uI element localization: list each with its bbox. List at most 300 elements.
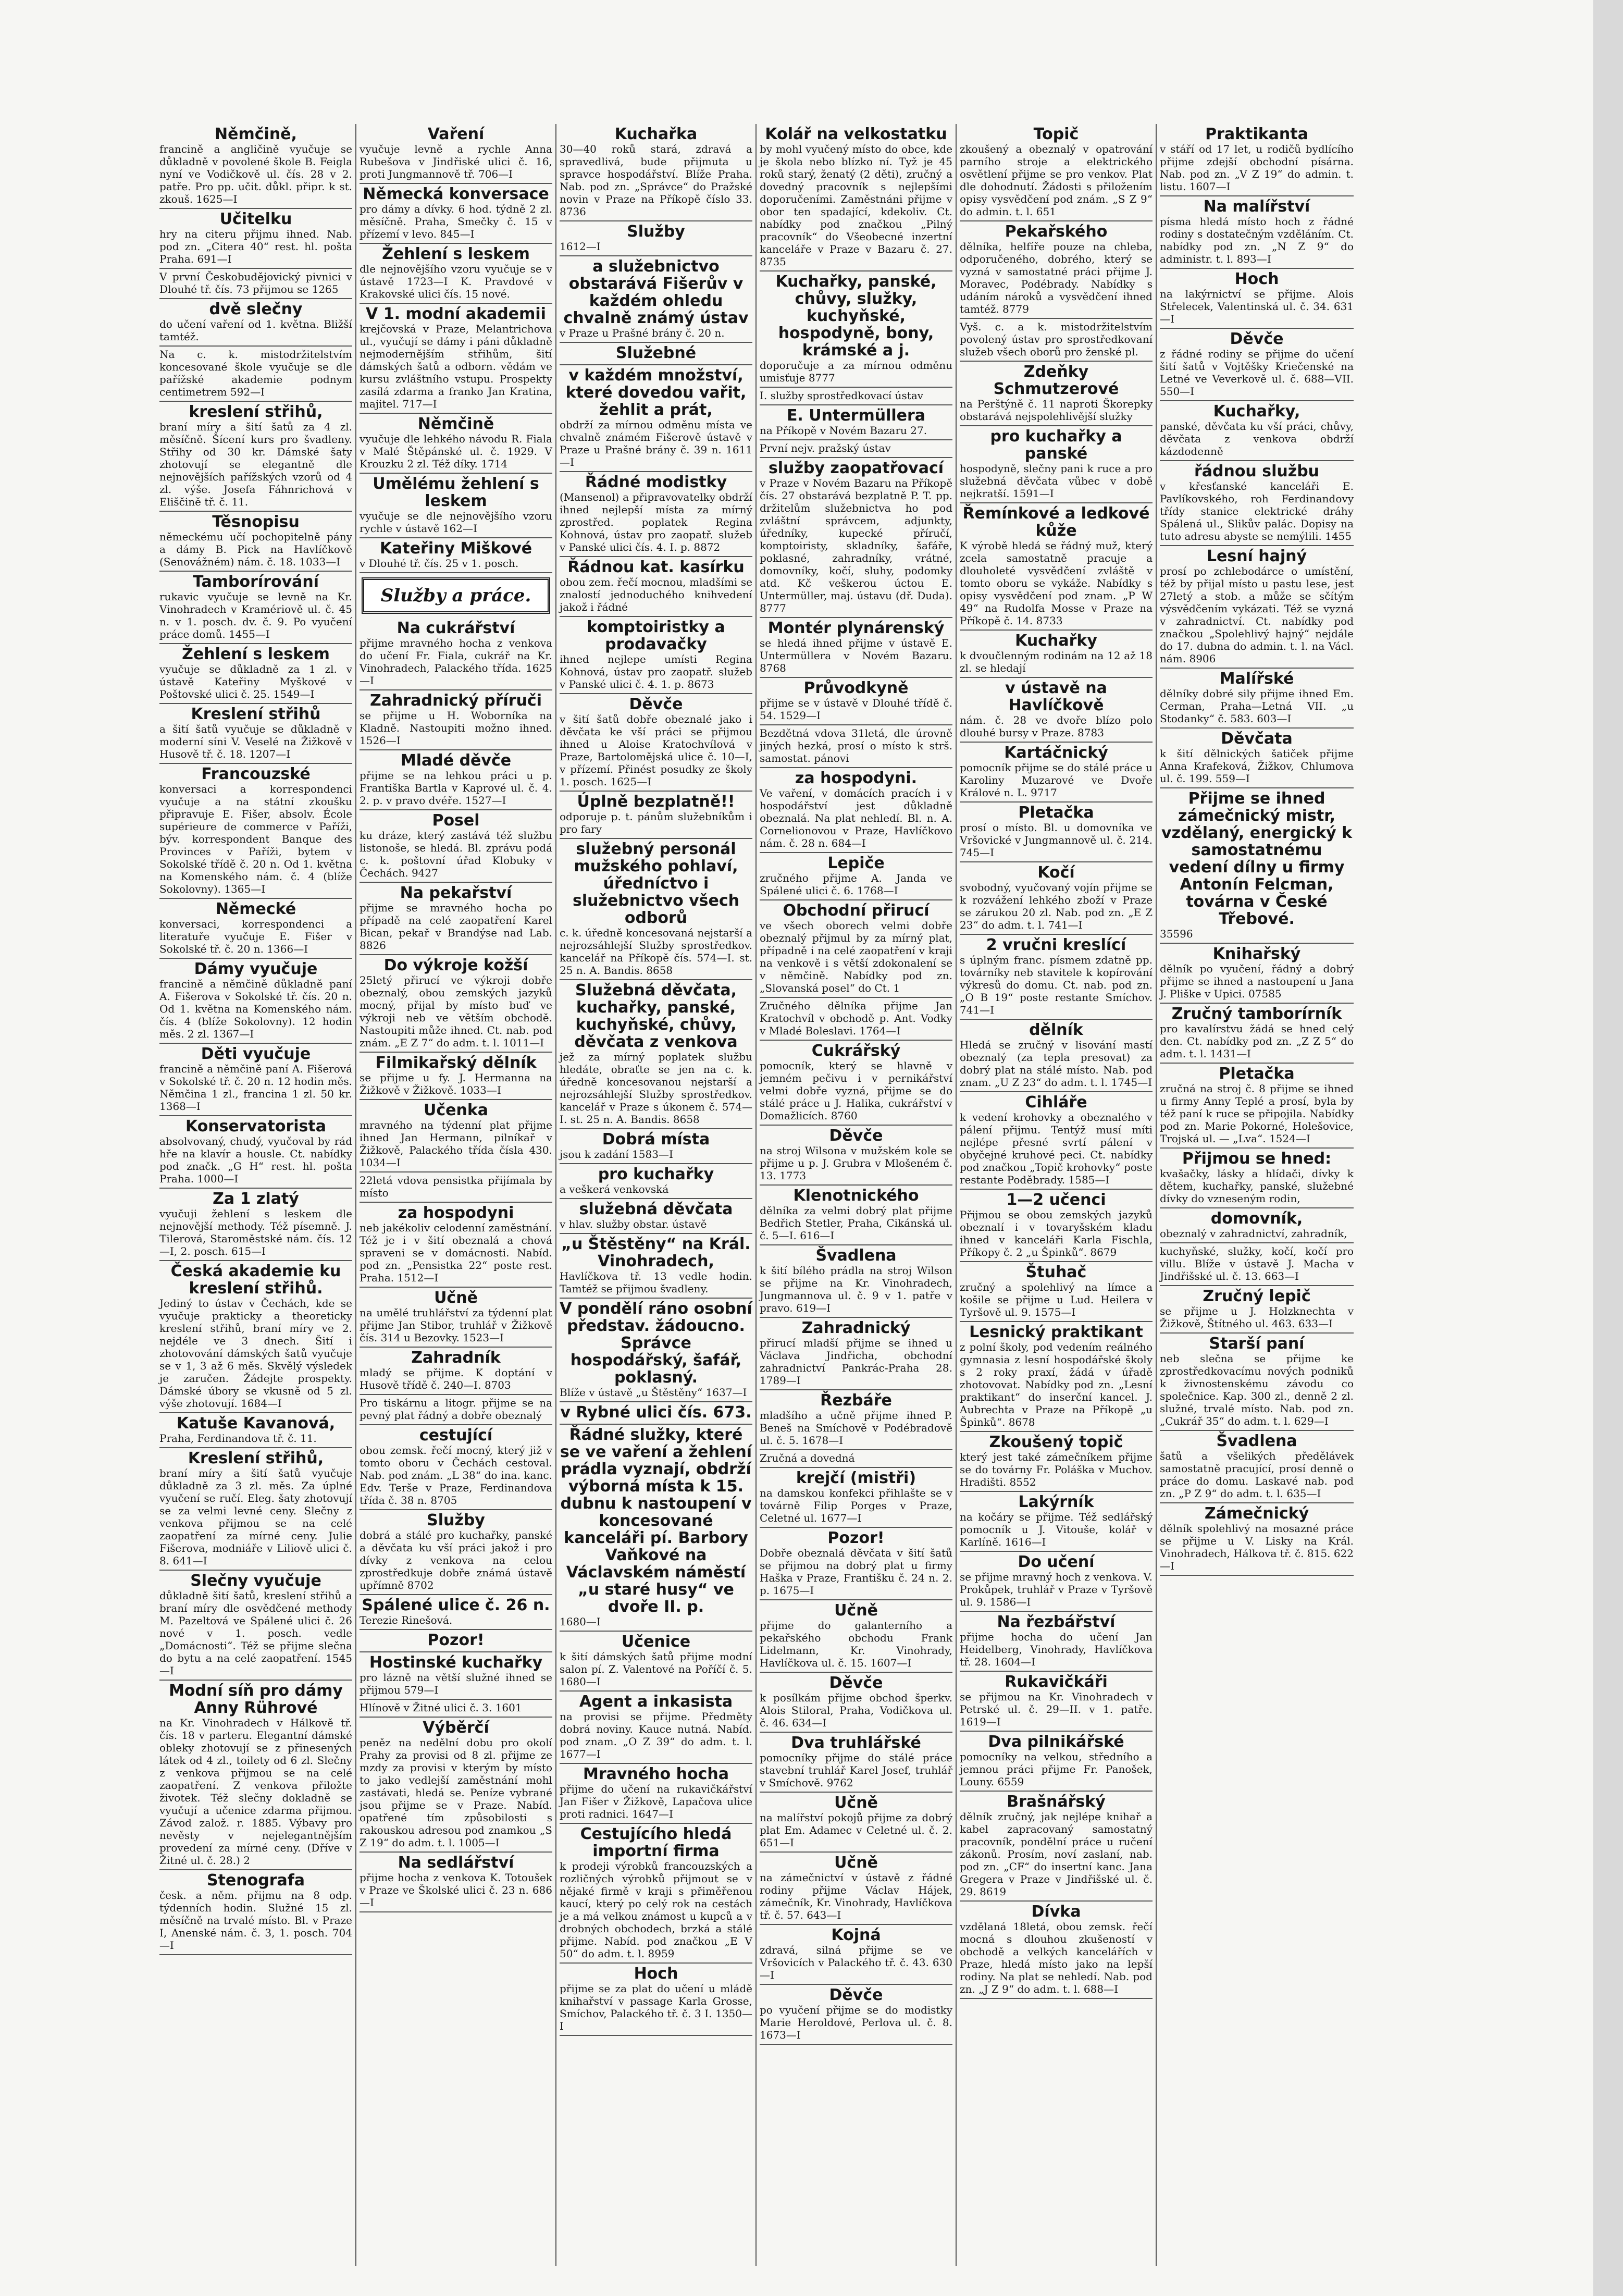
classified-ad	[360, 1510, 552, 1595]
classified-ad	[1160, 1004, 1354, 1064]
ad-heading: Cukrářský	[811, 1042, 901, 1060]
ad-heading: Pozor!	[427, 1631, 485, 1649]
classified-ad	[1160, 546, 1354, 669]
classified-ad	[1160, 1286, 1354, 1334]
classified-columns	[156, 124, 1557, 2266]
classified-ad	[560, 365, 752, 472]
ad-text: doporučuje a za mírnou odměnu umisťuje 8777	[760, 359, 952, 384]
classified-ad	[159, 899, 352, 959]
ad-text: k posílkám přijme obchod šperkv. Alois Stiloral, Praha, Vodičkova ul. č. 46. 634—I	[760, 1692, 952, 1729]
ad-heading: Zdeňky Schmutzerové	[993, 363, 1119, 398]
classified-ad	[1160, 1064, 1354, 1149]
ad-text: mladý se přijme. K doptání v Husově třídě č. 240—I. 8703	[360, 1366, 552, 1391]
ad-heading: Švadlena	[815, 1246, 897, 1265]
ad-text: v Praze v Novém Bazaru na Příkopě čís. 27 obstarává bezplatně P. T. pp. držitelům služebnictva ho pod zvláštní správcem, adjunkty, úředníky, kupecké příručí, komptoiristy, skladníky, šafáře, poklasné, zahradníky, vrátné, domovníky, kočí, sluhy, podomky atd. Kč veškerou úctou E. Untermüller, maj. ústavu (dř. Duda). 8777	[760, 477, 952, 614]
ad-heading: Zámečnický	[1204, 1504, 1309, 1523]
ad-text: na zámečnictví v ústavě z řádné rodiny přijme Václav Hájek, zámečník, Kr. Vinohrady, Havlíčkova tř. č. 57. 643—I	[760, 1871, 952, 1921]
classified-ad	[360, 184, 552, 244]
ad-text: Zručná a dovedná	[760, 1452, 855, 1464]
ad-heading: Vaření	[427, 125, 485, 143]
ad-text: z polní školy, pod vedením reálného gymnasia z lesní hospodářské školy s 2 roky praxí, žádá v úřadě zhotovovat. Nabídky pod zn. „Lesní praktikant“ do inserční kancel. J. Aubrechta v Praze na Příkopě „u Špinků“. 8678	[960, 1341, 1153, 1428]
ad-text: na lakýrnictví se přijme. Alois Střelecek, Valentinská ul. č. 34. 631—I	[1160, 288, 1354, 325]
classified-ad	[760, 1450, 952, 1468]
classified-ad	[960, 1792, 1153, 1902]
ad-heading: Francouzské	[201, 765, 311, 783]
ad-heading: Děvčata	[1221, 730, 1293, 748]
ad-text: I. služby sprostředkovací ústav	[760, 389, 924, 402]
ad-text: přijme mravného hocha z venkova do učení Fr. Fiala, cukrář na Kr. Vinohradech, Palackého třída. 1625—I	[360, 637, 552, 687]
ad-heading: Na řezbářství	[997, 1613, 1116, 1631]
ad-text: k dvoučlenným rodinám na 12 až 18 zl. se hledají	[960, 649, 1153, 674]
ad-heading: Služby	[427, 1511, 485, 1529]
ad-text: německému učí pochopitelně pány a dámy B. Pick na Havlíčkově (Senovážném) nám. č. 18. 1033—I	[159, 530, 352, 568]
ad-heading: Kreslení střihů	[191, 705, 321, 723]
ad-text: (Mansenol) a připravovatelky obdrží ihned nejlepší místa za mírný zprostřed. poplatek Regina Kohnová, ústav pro zaopatř. služeb v Panské ulici čís. 4. I. p. 8872	[560, 491, 752, 553]
ad-text: se přijme u fy. J. Hermanna na Žižkově v Žižkově. 1033—I	[360, 1071, 552, 1096]
ad-heading: 2 vručni kreslící	[986, 936, 1126, 954]
classified-ad	[159, 512, 352, 572]
ad-text: na umělé truhlářství za týdenní plat přijme Jan Stibor, truhlář v Žižkově čís. 314 u Bezovky. 1523—I	[360, 1306, 552, 1344]
column-2	[356, 124, 556, 2266]
classified-ad	[1160, 1503, 1354, 1576]
ad-text: na stroj Wilsona v mužském kole se přijme u p. J. Grubra v Mlošeném č. 13. 1773	[760, 1144, 952, 1182]
classified-ad	[760, 388, 952, 405]
ad-heading: za hospodyni	[398, 1204, 514, 1222]
classified-ad	[760, 124, 952, 271]
classified-ad	[1160, 196, 1354, 269]
ad-heading: Dámy vyučuje	[194, 960, 318, 978]
ad-text: Pro tiskárnu a litogr. přijme se na pevný plat řádný a dobře obeznalý	[360, 1397, 552, 1422]
ad-heading: Učně	[834, 1794, 878, 1812]
classified-ad	[960, 803, 1153, 862]
classified-ad	[360, 1652, 552, 1700]
classified-ad	[360, 883, 552, 955]
ad-text: z řádné rodiny se přijme do učení šití šatů v Vojtěšky Kriečenské na Letné ve Veverkově ul. č. 688—VII. 550—I	[1160, 348, 1354, 398]
column-3	[556, 124, 757, 2266]
ad-text: s úplným franc. písmem zdatně pp. továrníky neb stavitele k kopírování výkresů do domu. Ct. nab. pod zn. „O B 19“ poste restante Smíchov. 741—I	[960, 954, 1153, 1016]
classified-ad	[960, 935, 1153, 1020]
ad-text: francině a angličině vyučuje se důkladně v povolené škole B. Feigla nyní ve Vodičkově ul. čís. 28 v 2. patře. Pro pp. učit. důkl. připr. k st. zkouš. 1625—I	[159, 143, 352, 205]
classified-ad	[960, 1190, 1153, 1262]
ad-text: na provisi se přijme. Předměty dobrá noviny. Kauce nutná. Nabíd. pod znam. „O Z 39“ do adm. t. l. 1677—I	[560, 1710, 752, 1760]
classified-ad	[360, 414, 552, 474]
ad-text: francině a němčině důkladně paní A. Fišerova v Sokolské tř. čís. 20 n. Od 1. května na Komenského nám. čís. 4 (blíže Sokolovny). 12 hodin měs. 2 zl. 1367—I	[159, 978, 352, 1040]
ad-heading: Děvče	[629, 695, 683, 713]
classified-ad	[360, 810, 552, 883]
ad-heading: Služby	[627, 223, 685, 241]
ad-heading: Řádné služky, které se ve vaření a žehlení prádla vyznají, obdrží výborná místa k 15. dubnu k nastoupení v koncesované kanceláři pí. Barbory Vaňkové na Václavském náměstí „u staré husy“ ve dvoře II. p.	[560, 1426, 752, 1616]
classified-ad	[960, 678, 1153, 743]
ad-heading: Němčině	[417, 415, 494, 433]
ad-heading: Klenotnického	[793, 1187, 919, 1205]
ad-text: k prodeji výrobků francouzských a rozličných výrobků přijmout se v nějaké firmě v kraji s přiměřenou kaucí, který po celý rok na cestách je a má velkou známost u kupců a v drobných obchodech, brzká a stálé přijme. Nabíd. pod značkou „E V 50“ do adm. t. l. 8959	[560, 1860, 752, 1960]
ad-heading: Hostinské kuchařky	[369, 1653, 543, 1672]
ad-heading: E. Untermüllera	[786, 406, 926, 425]
ad-heading: Mravného hocha	[583, 1765, 729, 1783]
ad-text: braní míry a šití šatů vyučuje důkladně za 3 zl. měs. Za úplné vyučení se ručí. Eleg. šaty zhotovují se za velmi levné ceny. Slečny z venkova přijmou se na celé zaopatření za mírné ceny. Julie Fišerova, modniáře v Liliově ulici č. 8. 641—I	[159, 1467, 352, 1567]
ad-heading: Za 1 zlatý	[213, 1190, 299, 1208]
ad-text: dělníky dobré sily přijme ihned Em. Cerman, Praha—Letná VII. „u Stodanky“ č. 583. 603—I	[1160, 687, 1354, 725]
ad-text: přijme se mravného hocha po případě na celé zaopatření Karel Bican, pekař v Brandýse nad Lab. 8826	[360, 902, 552, 952]
classified-ad	[1160, 1431, 1354, 1503]
classified-ad	[1160, 788, 1354, 944]
ad-heading: Mladé děvče	[400, 751, 512, 770]
ad-text: jsou k zadání 1583—I	[560, 1148, 673, 1161]
ad-text: přijme do učení na rukavičkářství Jan Fišer v Žižkově, Lapačova ulice proti radnici. 1647—I	[560, 1783, 752, 1820]
ad-text: Jediný to ústav v Čechách, kde se vyučuje prakticky a theoreticky kreslení střihů, braní míry ve 2. nejdéle ve 3 dnech. Šití i zhotovování dámských šatů vyučuje se v 1, 3 až 6 měs. Skvělý výsledek je zaručen. Žádejte prospekty. Dámské úbory se vkusně od 5 zl. výše zhotovují. 1684—I	[159, 1297, 352, 1410]
ad-heading: Žehlení s leskem	[382, 245, 530, 263]
classified-ad	[760, 1041, 952, 1126]
classified-ad	[1160, 1334, 1354, 1431]
classified-ad	[1160, 329, 1354, 401]
classified-ad	[560, 1425, 752, 1632]
classified-ad	[360, 1203, 552, 1288]
ad-text: k šití bílého prádla na stroj Wilson se přijme na Kr. Vinohradech, Jungmannova ul. č. 9 v 1. patře v pravo. 619—I	[760, 1264, 952, 1314]
ad-text: na damskou konfekci přihlašte se v továrně Filip Porges v Praze, Celetné ul. 1677—I	[760, 1487, 952, 1524]
ad-text: v hlav. služby obstar. ústavě	[560, 1218, 707, 1230]
ad-text: Dobře obeznalá děvčata v šití šatů se přijmou na dobrý plat u firmy Haška v Praze, Františku č. 24 n. 2. p. 1675—I	[760, 1547, 952, 1597]
ad-heading: Modní síň pro dámy Anny Rührové	[169, 1682, 343, 1717]
ad-heading: v Rybné ulici čís. 673.	[560, 1403, 752, 1422]
classified-ad	[760, 1853, 952, 1925]
classified-ad	[760, 1673, 952, 1733]
ad-heading: komptoiristky a prodavačky	[587, 618, 725, 653]
classified-ad	[560, 1299, 752, 1402]
ad-heading: v ústavě na Havlíčkově	[1005, 679, 1107, 714]
ad-text: 35596	[1160, 928, 1193, 940]
classified-ad	[159, 704, 352, 764]
ad-text: dělníka, helfíře pouze na chleba, odporučeného, dobrého, který se vyzná v samostatné práci přijme J. Moravec, Podébrady. Nabídky s udáním nároků a vysvědčení ihned tamtéž. 8779	[960, 240, 1153, 315]
ad-heading: v každém množství, které dovedou vařit, žehlit a prát,	[565, 366, 747, 419]
ad-text: pro kavalírstvu žádá se hned celý den. Ct. nabídky pod zn. „Z Z 5“ do adm. t. l. 1431—I	[1160, 1022, 1354, 1060]
ad-text: nám. č. 28 ve dvoře blízo polo dlouhé bursy v Praze. 8783	[960, 714, 1153, 739]
ad-heading: Kartáčnický	[1004, 744, 1108, 762]
ad-heading: V pondělí ráno osobní představ. žádoucno. Správce hospodářský, šafář, poklasný.	[560, 1300, 752, 1387]
ad-heading: Děvče	[829, 1674, 883, 1692]
ad-text: peněz na nedělní dobu pro okolí Prahy za provisi od 8 zl. přijme ze mzdy za provisi v kterým by místo to jako vedlejší zaměstnání mohl zastávati, hledá se. Peníze vybrané jsou přijme se v Praze. Nabíd. opatřené tím způsobilosti s rakouskou adresou pod znamkou „S Z 19“ do adm. t. l. 1005—I	[360, 1736, 552, 1849]
ad-text: prosí po zchlebodárce o umístění, též by přijal místo u pastu lese, jest 27letý a stob. a může se sčítým výsvědčením vykázati. Též se vyzná v zahradnictví. Ct. nabídky pod značkou „Spolehlivý hajný“ nejdále do 17. dubna do admin. t. l. na Václ. nám. 8906	[1160, 565, 1354, 665]
classified-ad	[760, 1245, 952, 1318]
classified-ad	[159, 1571, 352, 1681]
ad-heading: dvě slečny	[209, 300, 303, 318]
ad-heading: V 1. modní akademii	[366, 305, 546, 323]
classified-ad	[159, 1870, 352, 1955]
ad-heading: Filmikařský dělník	[375, 1054, 537, 1072]
column-5	[957, 124, 1157, 2266]
classified-ad	[159, 1116, 352, 1189]
classified-ad	[960, 319, 1153, 362]
ad-heading: Stenografa	[206, 1871, 305, 1890]
ad-heading: Spálené ulice č. 26 n.	[362, 1596, 550, 1614]
ad-text: Hlínově v Žitné ulici č. 3. 1601	[360, 1701, 522, 1714]
ad-heading: Německá konversace	[363, 185, 549, 203]
classified-ad	[960, 1552, 1153, 1612]
ad-text: 1680—I	[560, 1615, 601, 1628]
classified-ad	[960, 1432, 1153, 1492]
ad-heading: Švadlena	[1216, 1432, 1297, 1450]
classified-ad	[1160, 401, 1354, 461]
ad-text: obeznalý v zahradnictví, zahradník,	[1160, 1227, 1347, 1240]
ad-heading: Na pekařství	[400, 884, 512, 902]
ad-text: zkoušený a obeznalý v opatrování parního stroje a elektrického osvětlení přijme se pro venkov. Plat dle dohodnutí. Žádosti s přiložením opisy vysvědčení pod znám. „S Z 9“ do admin. t. l. 651	[960, 143, 1153, 218]
ad-heading: Výběrčí	[423, 1719, 489, 1737]
classified-ad	[560, 1764, 752, 1824]
ad-heading: Kuchařky,	[1213, 402, 1300, 421]
ad-text: pro dámy a dívky. 6 hod. týdně 2 zl. měsíčně. Praha, Smečky č. 15 v přízemí v levo. 845—I	[360, 203, 552, 240]
ad-text: zdravá, silná přijme se ve Vršovicích v Palackého tř. č. 43. 630—I	[760, 1944, 952, 1981]
ad-heading: Starší paní	[1209, 1335, 1305, 1353]
ad-heading: služby zaopatřovací	[768, 459, 944, 477]
ad-text: do učení vaření od 1. května. Bližší tamtéž.	[159, 318, 352, 343]
ad-text: dělník zručný, jak nejlépe knihař a kabel zapracovaný samostatný pracovník, pondělní práce u ručení zákonů. Prosím, noví zaslaní, nab. pod zn. „CF“ do insertní kanc. Jana Gregera v Praze v Jindřišské ul. č. 29. 8619	[960, 1810, 1153, 1898]
ad-text: jež za mírný poplatek službu hledáte, obraťte se jen na c. k. úředně koncesovanou nejstarší a nejrozsáhlejší Služby sprostředkov. kancelář v Praze s úkonem č. 574—I. st. 25 n. A. Bandis. 8658	[560, 1051, 752, 1126]
ad-heading: Dívka	[1031, 1903, 1081, 1921]
ad-text: by mohl vyučený místo do obce, kde je škola nebo blízko ní. Tyž je 45 roků starý, ženatý (2 děti), zručný a dovedný pracovník s nejlepšími doporučeními. Zaměstnáni přijme v obor ten spadající, kdekoliv. Ct. nabídky pod značkou „Pilný pracovník“ do Všeobecné inzertní kanceláře v Praze v Bazaru č. 27. 8735	[760, 143, 952, 268]
classified-ad	[760, 900, 952, 998]
classified-ad	[1160, 1243, 1354, 1286]
ad-heading: Zručný tamborírník	[1171, 1005, 1342, 1023]
ad-text: 1612—I	[560, 240, 601, 253]
classified-ad	[760, 1318, 952, 1390]
ad-text: kuchyňské, služky, kočí, kočí pro villu. Blíže v ústavě J. Macha v Jindřišské ul. č. 13. 663—I	[1160, 1245, 1354, 1282]
ad-text: vyučuje dle lehkého návodu R. Fiala v Malé Štěpánské ul. č. 1929. V Krouzku 2 zl. Též díky. 1714	[360, 433, 552, 470]
ad-heading: Pletačka	[1018, 804, 1094, 822]
ad-heading: Cihláře	[1025, 1093, 1087, 1112]
classified-ad	[1160, 1208, 1354, 1243]
ad-heading: Německé	[215, 900, 296, 918]
ad-heading: domovník,	[1210, 1209, 1303, 1228]
ad-heading: Kočí	[1037, 863, 1075, 882]
ad-text: důkladně šití šatů, kreslení střihů a braní míry dle osvědčené methody M. Pazeltová ve Spálené ulici č. 26 nové v 1. posch. vedle „Domácnosti“. Též se přijme slečna do bytu a na celé zaopatření. 1545—I	[159, 1589, 352, 1677]
ad-text: v Praze u Prašné brány č. 20 n.	[560, 327, 725, 339]
classified-ad	[960, 1902, 1153, 1999]
ad-text: vyučuji žehlení s leskem dle nejnovější methody. Též písemně. J. Tilerová, Staroměstské nám. čís. 12—I, 2. posch. 615—I	[159, 1207, 352, 1257]
ad-heading: 1—2 učenci	[1006, 1191, 1106, 1209]
ad-heading: Kreslení střihů,	[188, 1449, 324, 1467]
classified-ad	[960, 1092, 1153, 1190]
classified-ad	[560, 980, 752, 1129]
ad-heading: Kuchařky, panské, chůvy, služky, kuchyňské, hospodyně, bony, krámské a j.	[775, 273, 937, 360]
ad-heading: Na cukrářství	[397, 619, 515, 637]
ad-text: rukavic vyučuje se levně na Kr. Vinohradech v Kramériově ul. č. 45 n. v 1. posch. dv. č. 9. Po vyučení práce domů. 1455—I	[159, 590, 352, 640]
ad-text: se přijme u J. Holzknechta v Žižkově, Štítného ul. 463. 633—I	[1160, 1305, 1354, 1330]
classified-ad	[960, 124, 1153, 221]
ad-text: v stáří od 17 let, u rodičů bydlícího přijme zdejší obchodní písárna. Nab. pod zn. „V Z 19“ do admin. t. listu. 1607—I	[1160, 143, 1354, 193]
classified-ad	[159, 209, 352, 269]
classified-ad	[960, 1322, 1153, 1432]
ad-heading: Hoch	[634, 1965, 678, 1983]
ad-text: se hledá ihned přijme v ústavě E. Untermüllera v Novém Bazaru. 8768	[760, 637, 952, 674]
ad-heading: Katuše Kavanová,	[176, 1414, 336, 1433]
ad-text: a šití šatů vyučuje se důkladně v moderní síni V. Veselé na Žižkově v Husově tř. č. 18. 1207—I	[159, 723, 352, 760]
ad-heading: krejčí (mistři)	[796, 1469, 916, 1487]
column-1	[156, 124, 356, 2266]
classified-ad	[159, 764, 352, 899]
ad-text: se přijme u H. Woborníka na Kladně. Nastoupiti možno ihned. 1526—I	[360, 709, 552, 747]
ad-heading: Brašnářský	[1007, 1793, 1106, 1811]
ad-heading: Posel	[432, 811, 480, 830]
ad-text: prosí o místo. Bl. u domovníka ve Vršovické v Jungmannově ul. č. 214. 745—I	[960, 821, 1153, 859]
ad-text: ve všech oborech velmi dobře obeznalý přijmul by za mírný plat, případně i na celé zaopatření v kraji na venkově i s větší zdokonalení se v němčině. Nabídky pod zn. „Slovanská posel“ do Ct. 1	[760, 919, 952, 994]
ad-heading: Obchodní přirucí	[783, 902, 930, 920]
ad-heading: Kolář na velkostatku	[765, 125, 947, 143]
classified-ad	[760, 1925, 952, 1985]
ad-text: obou zemsk. řečí mocný, který již v tomto oboru v Čechách cestoval. Nab. pod znám. „L 38“ do ina. kanc. Edv. Terše v Praze, Ferdinandova třída č. 38 n. 8705	[360, 1444, 552, 1507]
ad-heading: Lepiče	[827, 854, 885, 872]
ad-text: přijme do galanterního a pekařského obchodu Frank Lidelmann, Kr. Vinohrady, Havlíčkova ul. č. 15. 1607—I	[760, 1619, 952, 1669]
classified-ad	[360, 1100, 552, 1172]
classified-ad	[159, 269, 352, 299]
ad-text: neb slečna se přijme ke zprostředkovacímu nových podniků k živnostenskému závodu co společnice. Kap. 300 zl., denně 2 zl. služné, trvalé místo. Nab. pod zn. „Cukrář 35“ do adm. t. l. 629—I	[1160, 1352, 1354, 1427]
classified-ad	[159, 1681, 352, 1870]
classified-ad	[960, 1732, 1153, 1792]
classified-ad	[1160, 729, 1354, 788]
ad-text: vyučuje levně a rychle Anna Rubešova v Jindřiské ulici č. 16, proti Jungmannově tř. 706—I	[360, 143, 552, 180]
ad-text: na Příkopě v Novém Bazaru 27.	[760, 424, 927, 437]
ad-text: dělník po vyučení, řádný a dobrý přijme se ihned a nastoupení u Jana J. Pliške v Upici. 07585	[1160, 962, 1354, 1000]
classified-ad	[360, 955, 552, 1053]
ad-heading: Zručný lepič	[1203, 1287, 1311, 1305]
ad-text: přijme se na lehkou práci u p. Františka Bartla v Kaprové ul. č. 4. 2. p. v pravo dvéře. 1527—I	[360, 769, 552, 807]
ad-heading: Umělému žehlení s leskem	[373, 475, 539, 510]
ad-text: konversaci, korrespondenci a literatuře vyučuje E. Fišer v Sokolské tř. č. 20 n. 1366—I	[159, 918, 352, 955]
ad-text: ihned nejlepe umísti Regina Kohnová, ústav pro zaopatř. služeb v Panské ulici č. 4. 1. p. 8673	[560, 653, 752, 690]
ad-heading: Služebná děvčata, kuchařky, panské, kuchyňské, chůvy, děvčata z venkova	[574, 981, 738, 1051]
ad-text: konversaci a korrespondenci vyučuje a na státní zkoušku připravuje E. Fišer, absolv. École supérieure de commerce v Paříži, býv. korrespondent Banque des Provinces v Paříži, bytem v Sokolské třídě č. 20 n. Od 1. května na Komenského nám. č. 4 (blíže Sokolovny). 1365—I	[159, 783, 352, 895]
ad-heading: Děti vyučuje	[201, 1045, 311, 1063]
classified-ad	[560, 792, 752, 839]
section-title: Služby a práce.	[362, 577, 550, 614]
ad-heading: Kuchařka	[614, 125, 698, 143]
classified-ad	[560, 1234, 752, 1299]
ad-heading: Přijmou se hned:	[1182, 1150, 1332, 1168]
ad-text: 25letý přirucí ve výkroji dobře obeznalý, obou zemských jazyků mocný, přijal by místo buď ve výkroji neb ve větším obchodě. Nastoupiti může ihned. Ct. nab. pod znám. „E Z 7“ do adm. t. l. 1011—I	[360, 974, 552, 1049]
ad-text: v křesťanské kanceláři E. Pavlíkovského, roh Ferdinandovy třídy stanice elektrické dráhy Spálená ul., Slikův palác. Dopisy na tuto adresu abyste se nemýlili. 1455	[1160, 480, 1354, 542]
ad-heading: Agent a inkasista	[579, 1693, 733, 1711]
ad-text: vyučuje se důkladně za 1 zl. v ústavě Kateřiny Myškové v Poštovské ulici č. 25. 1549—I	[159, 663, 352, 700]
ad-heading: Tamborírování	[192, 573, 319, 591]
ad-heading: Zahradnický	[801, 1319, 911, 1337]
classified-ad	[560, 221, 752, 256]
ad-text: vzdělaná 18letá, obou zemsk. řečí mocná s dlouhou zkušeností v obchodě a velkých kancelářích v Praze, hledá místo jako na lepší rodiny. Na plat se nehledí. Nab. pod zn. „J Z 9“ do adm. t. l. 688—I	[960, 1920, 1153, 1995]
ad-text: Zručného dělníka přijme Jan Kratochvíl v obchodě p. Ant. Vodky v Mladé Boleslavi. 1764—I	[760, 999, 952, 1037]
classified-ad	[159, 402, 352, 512]
classified-ad	[159, 1413, 352, 1448]
classified-ad	[360, 1348, 552, 1395]
ad-text: se přijmou na Kr. Vinohradech v Petrské ul. č. 29—II. v 1. patře. 1619—I	[960, 1690, 1153, 1728]
ad-heading: Na malířství	[1203, 197, 1310, 216]
classified-ad	[760, 1600, 952, 1673]
classified-ad	[560, 472, 752, 557]
classified-ad	[159, 572, 352, 644]
ad-text: francině a němčině paní A. Fišerová v Sokolské tř. č. 20 n. 12 hodin měs. Němčina 1 zl., francina 1 zl. 50 kr. 1368—I	[159, 1063, 352, 1113]
classified-ad	[560, 839, 752, 980]
classified-ad	[560, 1199, 752, 1234]
ad-heading: Dva pilnikářské	[988, 1733, 1124, 1751]
classified-ad	[1160, 269, 1354, 329]
ad-heading: Hoch	[1234, 270, 1279, 288]
classified-ad	[360, 474, 552, 538]
ad-heading: Těsnopisu	[212, 513, 300, 531]
ad-text: Přijmou se obou zemských jazyků obeznalí i v tovaryšském kladu ihned v kanceláři Karla Fischla, Příkopy č. 2 „u Špinků“. 8679	[960, 1208, 1153, 1258]
ad-text: Vyš. c. a k. mistodržitelstvím povolený ústav pro sprostředkovaní služeb všech oborů pro ženské pl.	[960, 320, 1153, 358]
ad-text: pro lázně na větší služné ihned se přijmou 579—I	[360, 1671, 552, 1696]
ad-heading: Dobrá místa	[602, 1130, 710, 1149]
classified-ad	[159, 347, 352, 402]
ad-heading: Do výkroje kožší	[383, 956, 528, 974]
ad-text: pomocník, který se hlavně v jemném pečivu i v pernikářství velmi dobře vyzná, přijme se do stálé práce u J. Halika, cukrářství v Domažlicích. 8760	[760, 1059, 952, 1122]
ad-heading: Lesnický praktikant	[969, 1323, 1143, 1341]
ad-text: Praha, Ferdinandova tř. č. 11.	[159, 1432, 317, 1445]
classified-ad	[560, 343, 752, 365]
classified-ad	[159, 1189, 352, 1261]
ad-heading: „u Štěstěny“ na Král. Vinohradech,	[561, 1235, 751, 1270]
classified-ad	[360, 1630, 552, 1652]
classified-ad	[1160, 124, 1354, 196]
ad-heading: Zahradník	[411, 1349, 501, 1367]
ad-heading: služebný personál mužského pohlaví, úředníctvo i služebnictvo všech odborů	[572, 840, 740, 927]
classified-ad	[560, 256, 752, 343]
ad-heading: Děvče	[829, 1127, 883, 1145]
classified-ad	[760, 853, 952, 900]
ad-heading: Pekařského	[1005, 223, 1108, 241]
classified-ad	[760, 1528, 952, 1600]
ad-text: pomocníky na velkou, středního a jemnou práci přijme Fr. Panošek, Louny. 6559	[960, 1750, 1153, 1788]
classified-ad	[159, 1261, 352, 1413]
column-4	[757, 124, 957, 2266]
classified-ad	[360, 1053, 552, 1100]
classified-ad	[760, 458, 952, 618]
ad-heading: a služebnictvo obstarává Fišerův v každém ohledu chvalně známý ústav	[563, 257, 749, 327]
classified-ad	[560, 557, 752, 617]
ad-text: svobodný, vyučovaný vojín přijme se k rozvážení lehkého zboží v Praze se zárukou 20 zl. Nab. pod zn. „E Z 23“ do adm. t. l. 741—I	[960, 881, 1153, 931]
ad-text: zručného přijme A. Janda ve Spálené ulici č. 6. 1768—I	[760, 872, 952, 897]
ad-heading: Kojná	[831, 1926, 881, 1944]
ad-heading: Učně	[834, 1601, 878, 1620]
classified-ad	[760, 1126, 952, 1186]
ad-text: mladšího a učně přijme ihned P. Beneš na Smíchově v Podébradově ul. č. 5. 1678—I	[760, 1409, 952, 1447]
classified-ad	[360, 1425, 552, 1510]
classified-ad	[360, 124, 552, 184]
ad-heading: Konservatoristа	[185, 1117, 326, 1135]
ad-text: vyučuje se dle nejnovějšího vzoru rychle v ústavě 162—I	[360, 510, 552, 535]
ad-text: v šití šatů dobře obeznalé jako i děvčata ke vší práci se přijmou ihned u Aloise Kratochvílová v Praze, Bartolomějská ulice č. 10—I, v přízemí. Přinést posudky ze školy 1. posch. 1625—I	[560, 713, 752, 788]
ad-heading: Slečny vyučuje	[190, 1572, 321, 1590]
ad-heading: pro kuchařky a panské	[990, 427, 1122, 463]
ad-text: přijme se za plat do učení u mládě knihařství v passage Karla Grosse, Smíchov, Palackého tř. č. 3 I. 1350—I	[560, 1982, 752, 2032]
classified-ad	[360, 304, 552, 414]
classified-ad	[360, 1595, 552, 1630]
ad-heading: Průvodkyně	[803, 679, 909, 697]
ad-heading: Děvče	[1230, 330, 1284, 348]
ad-text: Hledá se zručný v lisování mastí obeznalý (za tepla presovat) za dobrý plat na stálé místo. Nab. pod znam. „U Z 23“ do adm. t. l. 1745—I	[960, 1039, 1153, 1089]
ad-heading: Děvče	[829, 1986, 883, 2004]
classified-ad	[360, 1700, 552, 1718]
ad-heading: cestující	[419, 1426, 493, 1445]
ad-heading: Služebné	[615, 344, 697, 362]
classified-ad	[960, 1672, 1153, 1732]
ad-text: v Dlouhé tř. čís. 25 v 1. posch.	[360, 557, 519, 570]
classified-ad	[760, 1733, 952, 1793]
ad-text: na Kr. Vinohradech v Hálkově tř. čís. 18 v parteru. Elegantní dámské obleky zhotovují se z přinesených látek od 4 zl., toilety od 6 zl. Slečny z venkova přijmou se na celé zaopatření. Z venkova přiložte životek. Též slečny dokladně se vyučují a učenice zdarma přijmou. Závod založ. r. 1885. Výbavy pro nevěsty v nejelegantnějším provedení za mírné ceny. (Dříve v Žitné ul. č. 28.) 2	[159, 1717, 352, 1867]
ad-text: zručný a spolehlivý na límce a košile se přijme u Lud. Heilera v Tyršově ul. 9. 1575—I	[960, 1281, 1153, 1318]
ad-text: šatů a všelikých předělávek samostatně pracující, prosí denně o práce do domu. Laskavé nab. pod zn. „P Z 9“ do adm. t. l. 635—I	[1160, 1450, 1354, 1500]
ad-text: dělníka za velmi dobrý plat přijme Bedřich Stetler, Praha, Cikánská ul. č. 5—I. 616—I	[760, 1204, 952, 1242]
ad-heading: Lakýrník	[1018, 1493, 1094, 1511]
classified-ad	[760, 768, 952, 853]
ad-text: po vyučení přijme se do modistky Marie Heroldové, Perlova ul. č. 8. 1673—I	[760, 2004, 952, 2041]
ad-text: krejčovská v Praze, Melantrichova ul., vyučují se dámy i páni důkladně nejmodernějším střihům, šití dámských šatů a odborn. vědám ve kursu zvláštního vstupu. Prospekty zasílá zdarma a franko Jan Kratina, majitel. 717—I	[360, 323, 552, 410]
